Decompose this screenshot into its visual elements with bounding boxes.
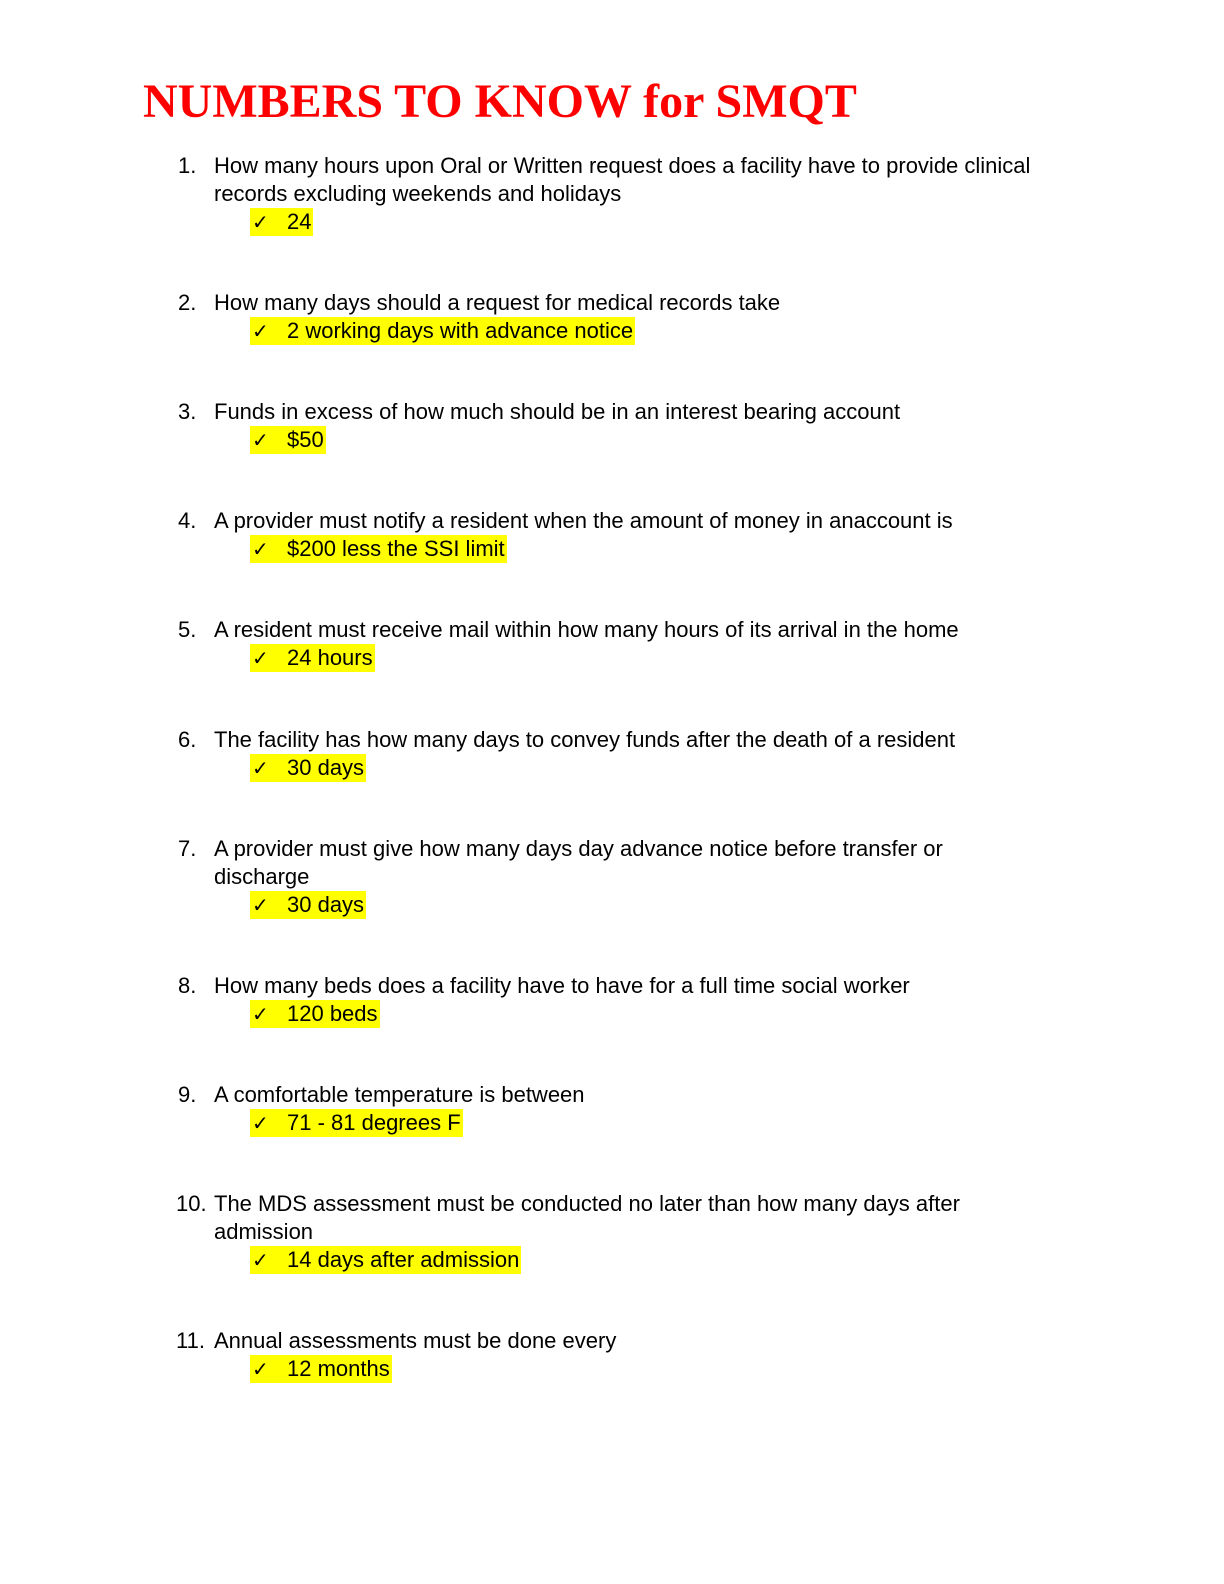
answer-text: 24 <box>287 209 312 234</box>
question-text: A comfortable temperature is between <box>214 1082 585 1107</box>
question-number: 10. <box>176 1191 207 1216</box>
answer-text: 14 days after admission <box>287 1247 520 1272</box>
question-number: 8. <box>178 973 197 998</box>
answer-highlight <box>250 535 507 563</box>
question-text: How many hours upon Oral or Written request does a facility have to provide clinical records excluding weekends and holidays <box>214 153 1031 206</box>
answer-text: 71 - 81 degrees F <box>287 1110 461 1135</box>
check-icon: ✓ <box>252 1002 269 1026</box>
answer-text: 2 working days with advance notice <box>287 318 634 343</box>
check-icon: ✓ <box>252 210 269 234</box>
check-icon: ✓ <box>252 1357 269 1381</box>
check-icon: ✓ <box>252 428 269 452</box>
check-icon: ✓ <box>252 319 269 343</box>
question-text: Funds in excess of how much should be in an interest bearing account <box>214 399 901 424</box>
answer-highlight <box>250 317 635 345</box>
answer-text: $200 less the SSI limit <box>287 536 505 561</box>
question-number: 7. <box>178 836 197 861</box>
answer-highlight <box>250 754 366 782</box>
check-icon: ✓ <box>252 893 269 917</box>
question-number: 11. <box>176 1328 205 1353</box>
question-number: 2. <box>178 290 197 315</box>
question-text: A resident must receive mail within how many hours of its arrival in the home <box>214 617 959 642</box>
page-title: NUMBERS TO KNOW for SMQT <box>143 75 857 128</box>
question-text: The MDS assessment must be conducted no later than how many days after admission <box>214 1191 960 1244</box>
check-icon: ✓ <box>252 756 269 780</box>
answer-text: 12 months <box>287 1356 390 1381</box>
answer-highlight <box>250 891 366 919</box>
check-icon: ✓ <box>252 537 269 561</box>
answer-text: 120 beds <box>287 1001 378 1026</box>
answer-highlight <box>250 426 326 454</box>
question-text: A provider must give how many days day advance notice before transfer or discharge <box>214 836 943 889</box>
answer-text: 30 days <box>287 755 365 780</box>
question-number: 1. <box>178 153 197 178</box>
answer-text: 30 days <box>287 892 365 917</box>
question-text: Annual assessments must be done every <box>214 1328 617 1353</box>
check-icon: ✓ <box>252 1248 269 1272</box>
question-number: 3. <box>178 399 197 424</box>
answer-text: 24 hours <box>287 645 373 670</box>
answer-highlight <box>250 1000 380 1028</box>
answer-highlight <box>250 1355 392 1383</box>
check-icon: ✓ <box>252 1111 269 1135</box>
question-number: 9. <box>178 1082 197 1107</box>
question-number: 5. <box>178 617 197 642</box>
answer-highlight <box>250 208 313 236</box>
answer-text: $50 <box>287 427 324 452</box>
answer-highlight <box>250 644 375 672</box>
check-icon: ✓ <box>252 646 269 670</box>
answer-highlight <box>250 1109 463 1137</box>
question-text: A provider must notify a resident when the amount of money in anaccount is <box>214 508 953 533</box>
question-text: How many days should a request for medical records take <box>214 290 781 315</box>
answer-highlight <box>250 1246 521 1274</box>
question-number: 6. <box>178 727 197 752</box>
question-text: The facility has how many days to convey funds after the death of a resident <box>214 727 956 752</box>
question-text: How many beds does a facility have to have for a full time social worker <box>214 973 910 998</box>
question-number: 4. <box>178 508 197 533</box>
